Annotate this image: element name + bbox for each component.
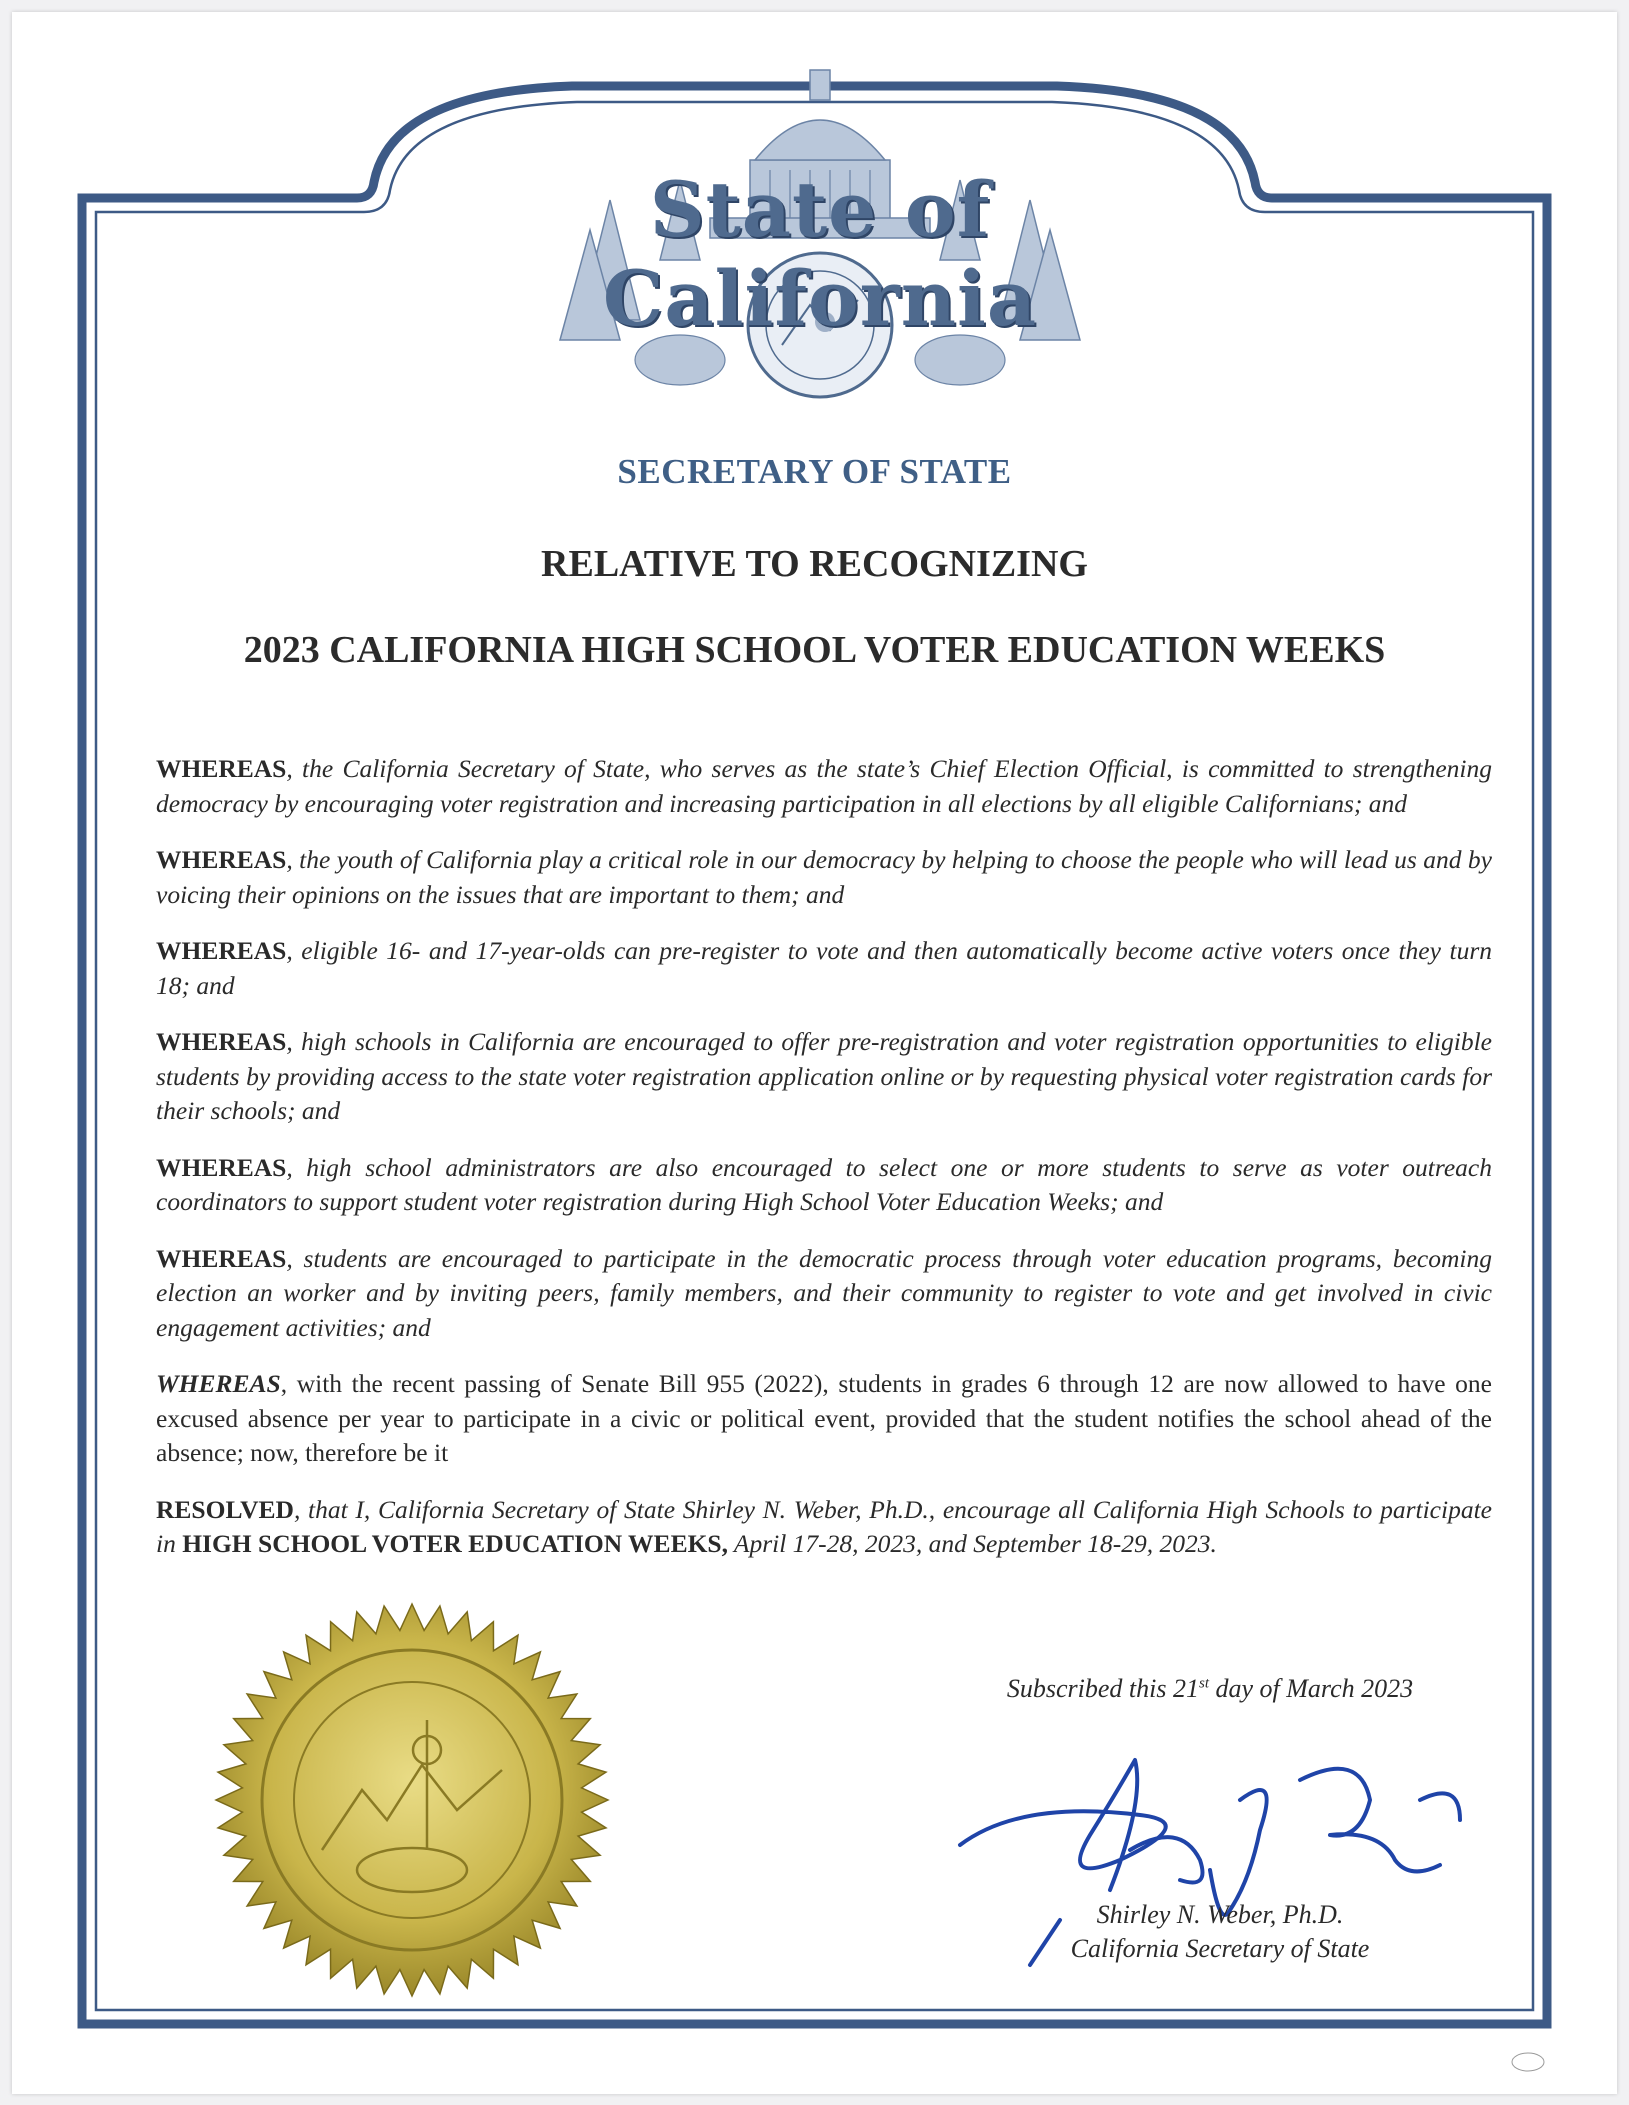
whereas-clause (156, 934, 1492, 1003)
signer-title: California Secretary of State (1070, 1934, 1370, 1963)
resolved-emphasis: HIGH SCHOOL VOTER EDUCATION WEEKS, (182, 1529, 728, 1558)
clause-text: , high schools in California are encouraged to offer pre-registration and voter registration opportunities to eligible students by providing access to the state voter registration application online or by requesting physical voter registration cards for their schools; and (156, 1027, 1492, 1125)
title-line-1: RELATIVE TO RECOGNIZING (541, 543, 1088, 585)
resolution-body (156, 752, 1492, 1584)
resolved-clause (156, 1493, 1492, 1562)
resolved-keyword: RESOLVED (156, 1494, 294, 1524)
whereas-clause (156, 1025, 1492, 1129)
whereas-clause (156, 752, 1492, 821)
clause-text: , with the recent passing of Senate Bill 955 (2022), students in grades 6 through 12 are now allowed to have one excused absence per year to participate in a civic or political event, provided that the student notifies the school ahead of the absence; now, therefore be it (156, 1369, 1492, 1467)
clause-keyword: WHEREAS (156, 1243, 287, 1273)
clause-keyword: WHEREAS (156, 1369, 281, 1398)
clause-keyword: WHEREAS (156, 754, 287, 783)
subscribed-prefix: Subscribed this 21 (1006, 1674, 1199, 1703)
clause-text: , students are encouraged to participate in the democratic process through voter education programs, becoming election an worker and by inviting peers, family members, and their community to register to vote and get involved in civic engagement activities; and (156, 1243, 1492, 1342)
whereas-clause (156, 1242, 1492, 1346)
state-crest (520, 60, 1120, 430)
clause-text: , eligible 16- and 17-year-olds can pre-register to vote and then automatically become active voters once they turn 18; and (156, 936, 1492, 1000)
resolved-text: , that I, California Secretary of State Shirley N. Weber, Ph.D., encourage all California High Schools to participate in (156, 1494, 1492, 1558)
clause-keyword: WHEREAS (156, 1027, 287, 1056)
clause-text: , high school administrators are also encouraged to select one or more students to serve as voter outreach coordinators to support student voter registration during High School Voter Education Weeks; and (156, 1152, 1492, 1216)
clause-text: , the youth of California play a critical role in our democracy by helping to choose the people who will lead us and by voicing their opinions on the issues that are important to them; and (156, 845, 1492, 909)
whereas-clause (156, 1151, 1492, 1220)
clause-keyword: WHEREAS (156, 845, 287, 874)
signer-block (1000, 1898, 1440, 1966)
subscribed-date: day of March 2023 (1209, 1674, 1414, 1703)
whereas-clause (156, 843, 1492, 912)
subscribed-line (960, 1674, 1460, 1704)
crest-title: State of California (602, 165, 1038, 343)
stamp-icon (1510, 2050, 1546, 2074)
clause-text: , the California Secretary of State, who serves as the state’s Chief Election Official, is committed to strengthening democracy by encouraging voter registration and increasing participation in all elections by all eligible Californians; and (156, 754, 1492, 818)
clause-keyword: WHEREAS (156, 936, 287, 965)
resolved-dates: April 17-28, 2023, and September 18-29, 2023. (727, 1529, 1217, 1558)
ordinal-suffix: st (1198, 1675, 1209, 1692)
title-line-2: 2023 CALIFORNIA HIGH SCHOOL VOTER EDUCATION WEEKS (243, 629, 1386, 671)
gold-seal-icon (212, 1600, 612, 2000)
office-heading: SECRETARY OF STATE (617, 452, 1012, 491)
signer-name: Shirley N. Weber, Ph.D. (1096, 1900, 1344, 1929)
whereas-clause (156, 1367, 1492, 1471)
clause-keyword: WHEREAS (156, 1152, 287, 1182)
